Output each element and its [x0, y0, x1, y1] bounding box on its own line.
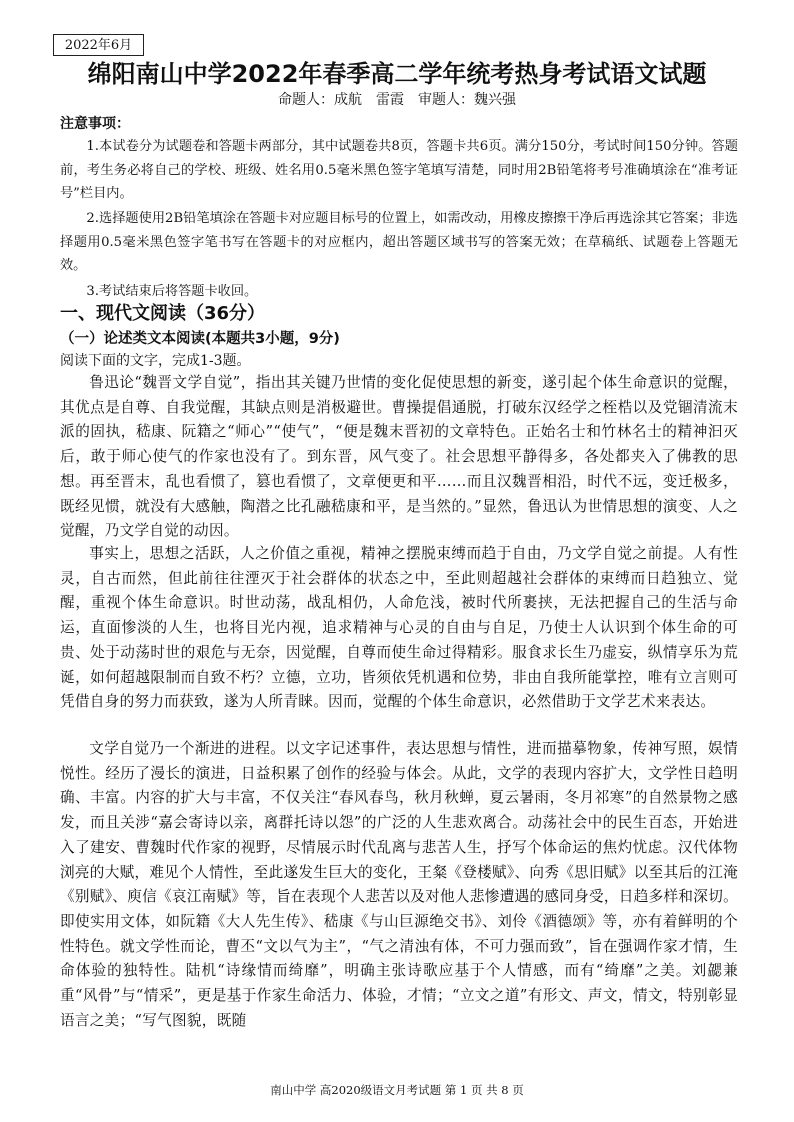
exam-title: 绵阳南山中学2022年春季高二学年统考热身考试语文试题 — [87, 60, 707, 88]
notice-item-2: 2.选择题使用2B铅笔填涂在答题卡对应题目标号的位置上，如需改动，用橡皮擦擦干净后再选涂其它答案；非选择题用0.5毫米黑色签字笔书写在答题卡的对应框内，超出答题区域书写的答案无效；在草稿纸、试题卷上答题无效。 — [60, 211, 738, 273]
reading-instruction: 阅读下面的文字，完成1-3题。 — [60, 353, 251, 369]
section-heading: 一、现代文阅读（36分） — [60, 303, 266, 324]
page-footer: 南山中学 高2020级语文月考试题 第 1 页 共 8 页 — [270, 1083, 524, 1097]
passage-paragraph: 事实上，思想之活跃，人之价值之重视，精神之摆脱束缚而趋于自由，乃文学自觉之前提。人有性灵，自古而然，但此前往往湮灭于社会群体的状态之中，至此则超越社会群体的束缚而日趋独立、觉醒，重视个体生命意识。时世动荡，战乱相仍，人命危浅，被时代所裹挟，无法把握自己的生活与命运，直面惨淡的人生，也将目光内视，追求精神与心灵的自由与自足，乃使士人认识到个体生命的可贵、处于动荡时世的艰危与无奈，因觉醒，自尊而使生命过得精彩。服食求长生乃虚妄，纵情享乐为荒诞，如何超越限制而自致不朽？立德，立功，皆须依凭机遇和位势，非由自我所能掌控，唯有立言则可凭借自身的努力而获致，遂为人所青睐。因而，觉醒的个体生命意识，必然借助于文学艺术来表达。 — [60, 545, 738, 711]
date-box: 2022年6月 — [53, 34, 144, 56]
authors-line: 命题人：成航 雷霞 审题人：魏兴强 — [278, 92, 516, 108]
subsection-heading: （一）论述类文本阅读(本题共3小题，9分) — [60, 331, 340, 347]
passage-paragraph: 文学自觉乃一个渐进的进程。以文字记述事件，表达思想与情性，进而描摹物象，传神写照，娱情悦性。经历了漫长的演进，日益积累了创作的经验与体会。从此，文学的表现内容扩大，文学性日趋明确、丰富。内容的扩大与丰富，不仅关注“春风春鸟，秋月秋蝉，夏云暑雨，冬月祁寒”的自然景物之感发，而且关涉“嘉会寄诗以亲，离群托诗以怨”的广泛的人生悲欢离合。动荡社会中的民生百态，开始进入了建安、曹魏时代作家的视野，尽情展示时代乱离与悲苦人生，抒写个体命运的焦灼忧虑。汉代体物浏亮的大赋，难见个人情性，至此遂发生巨大的变化，王粲《登楼赋》、向秀《思旧赋》以至其后的江淹《别赋》、庾信《哀江南赋》等，旨在表现个人悲苦以及对他人悲惨遭遇的感同身受，日趋多样和深切。即使实用文体，如阮籍《大人先生传》、嵇康《与山巨源绝交书》、刘伶《酒德颂》等，亦有着鲜明的个性特色。就文学性而论，曹丕“文以气为主”，“气之清浊有体，不可力强而致”，旨在强调作家才情，生命体验的独特性。陆机“诗缘情而绮靡”，明确主张诗歌应基于个人情感，而有“绮靡”之美。刘勰兼重“风骨”与“情采”，更是基于作家生命活力、体验，才情；“立文之道”有形文、声文，情文，特别彰显语言之美；“写气图貌，既随 — [60, 740, 738, 1029]
notice-item-1: 1.本试卷分为试题卷和答题卡两部分，其中试题卷共8页，答题卡共6页。满分150分，考试时间150分钟。答题前，考生务必将自己的学校、班级、姓名用0.5毫米黑色签字笔填写清楚，同时用2B铅笔将考号准确填涂在“准考证号”栏目内。 — [60, 139, 738, 201]
passage-paragraph: 鲁迅论“魏晋文学自觉”，指出其关键乃世情的变化促使思想的新变，遂引起个体生命意识的觉醒，其优点是自尊、自我觉醒，其缺点则是消极避世。曹操提倡通脱，打破东汉经学之桎梏以及党锢清流末派的固执，嵇康、阮籍之“师心”“使气”，“便是魏末晋初的文章特色。正始名士和竹林名士的精神汩灭后，敢于师心使气的作家也没有了。到东晋，风气变了。社会思想平静得多，各处都夹入了佛教的思想。再至晋末，乱也看惯了，篡也看惯了，文章便更和平……而且汉魏晋相沿，时代不远，变迁极多，既经见惯，就没有大感触，陶潜之比孔融嵇康和平，是当然的。”显然，鲁迅认为世情思想的演变、人之觉醒，乃文学自觉的动因。 — [60, 374, 738, 540]
notice-heading: 注意事项： — [60, 116, 130, 132]
notice-item-3: 3.考试结束后将答题卡收回。 — [86, 284, 258, 299]
